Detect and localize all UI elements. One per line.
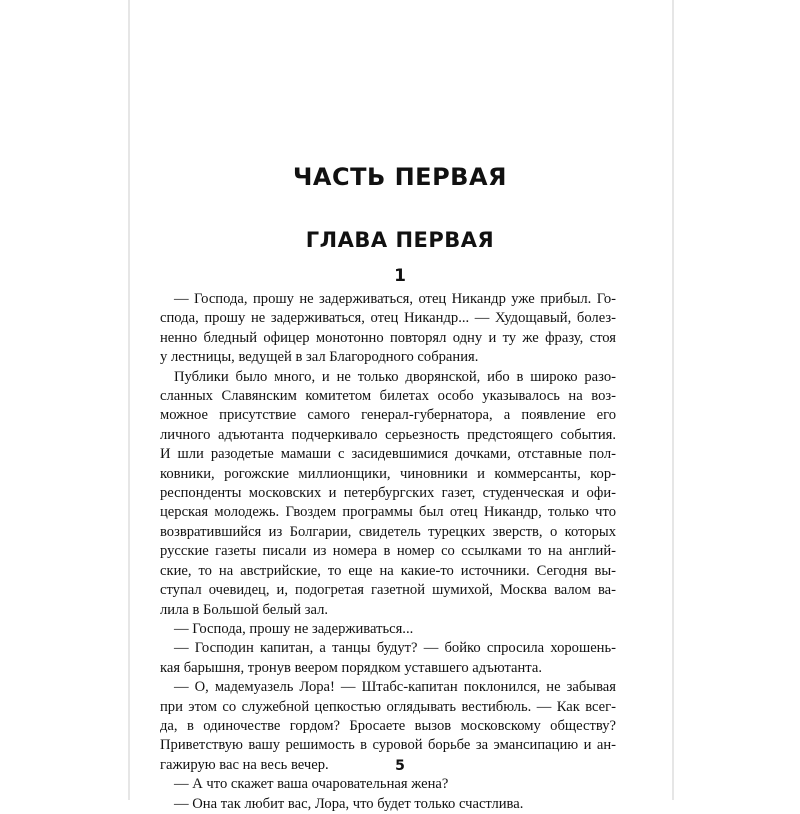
text-line: Приветствую вашу решимость в суровой борьбе за эмансипацию и ан-: [160, 737, 616, 754]
part-title: ЧАСТЬ ПЕРВАЯ: [292, 163, 508, 191]
text-line: — Господин капитан, а танцы будут? — бойко спросила хорошень-: [174, 640, 616, 657]
text-line: — Она так любит вас, Лора, что будет только счастлива.: [174, 795, 524, 812]
text-line: лила в Большой белый зал.: [160, 601, 329, 618]
text-line: у лестницы, ведущей в зал Благородного собрания.: [160, 349, 479, 366]
page-left-edge: [128, 0, 130, 800]
text-line: можное присутствие самого генерал-губернатора, а появление его: [160, 407, 616, 424]
text-line: при этом со служебной цепкостью оглядывать вестибюль. — Как всег-: [160, 698, 616, 715]
text-line: Публики было много, и не только дворянской, ибо в широко разо-: [174, 368, 616, 385]
text-line: — Господа, прошу не задерживаться, отец Никандр уже прибыл. Го-: [174, 291, 616, 307]
text-line: респонденты московских и петербургских газет, студенческая и офи-: [160, 485, 616, 502]
text-line: ненно бледный офицер монотонно повторял одну и ту же фразу, стоя: [160, 329, 616, 346]
text-line: ступал очевидец, и, подогретая газетной шумихой, Москва валом ва-: [160, 582, 616, 599]
text-line: возвратившийся из Болгарии, свидетель турецких зверств, о которых: [160, 523, 616, 540]
page-right-edge: [672, 0, 674, 800]
text-line: ские, то на австрийские, то еще на какие-то источники. Сегодня вы-: [160, 562, 616, 579]
text-line: да, в одиночестве гордом? Бросаете вызов московскому обществу?: [160, 717, 616, 734]
text-line: кая барышня, тронув веером порядком уставшего адъютанта.: [160, 659, 542, 676]
text-line: церская молодежь. Гвоздем программы был отец Никандр, только что: [160, 504, 616, 521]
text-line: — А что скажет ваша очаровательная жена?: [174, 776, 449, 793]
chapter-title: ГЛАВА ПЕРВАЯ: [305, 228, 495, 252]
text-line: И шли разодетые мамаши с засидевшимися дочками, отставные пол-: [160, 446, 616, 463]
section-number: 1: [394, 266, 406, 286]
text-line: — О, мадемуазель Лора! — Штабс-капитан поклонился, не забывая: [174, 679, 616, 696]
text-line: спода, прошу не задерживаться, отец Никандр... — Худощавый, болез-: [160, 310, 616, 327]
text-line: гажирую вас на весь вечер.: [160, 756, 329, 773]
text-line: личного адъютанта подчеркивало серьезность предстоящего события.: [160, 426, 616, 443]
text-line: сланных Славянским комитетом билетах особо указывалось на воз-: [160, 388, 616, 405]
text-line: — Господа, прошу не задерживаться...: [174, 620, 414, 637]
body-text: [160, 290, 616, 814]
text-line: русские газеты писали из номера в номер со ссылками то на англий-: [160, 543, 616, 560]
text-line: ковники, рогожские миллионщики, чиновники и коммерсанты, кор-: [160, 465, 616, 482]
page-number: 5: [395, 758, 405, 774]
